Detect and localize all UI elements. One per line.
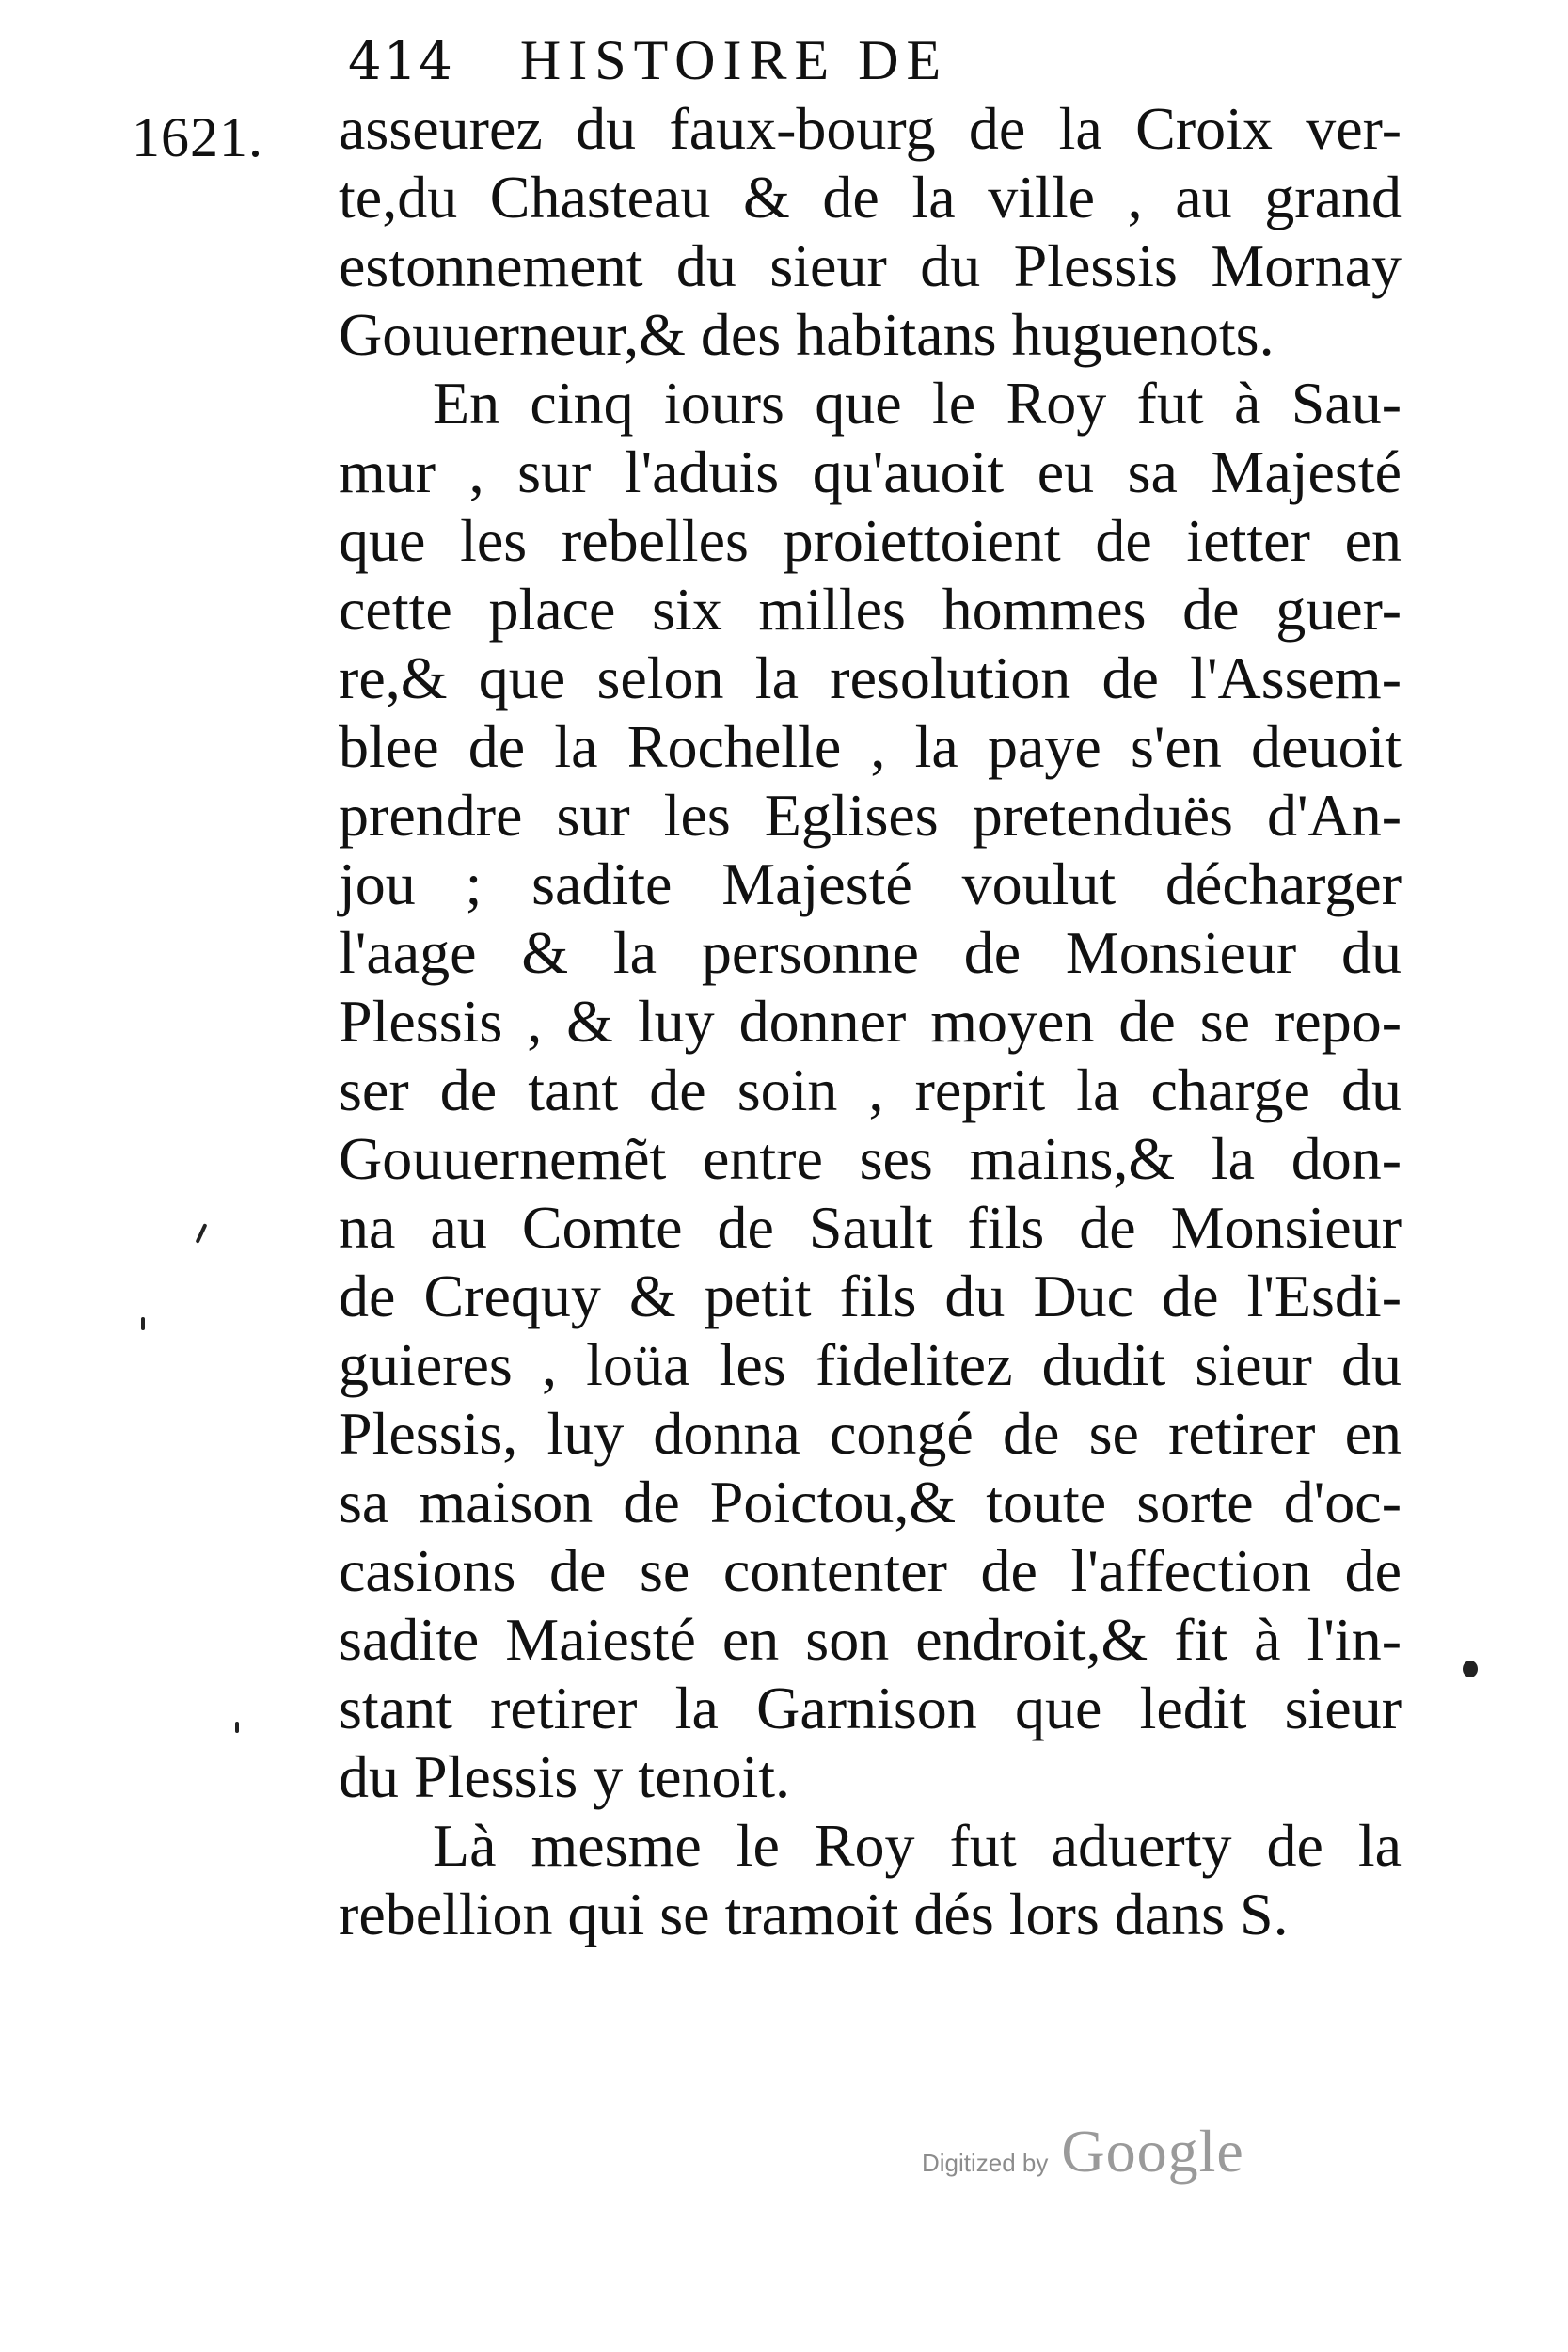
text-line: de Crequy & petit fils du Duc de l'Esdi- bbox=[339, 1263, 1402, 1329]
text-line: que les rebelles proiettoient de ietter en bbox=[339, 507, 1402, 574]
scan-speck bbox=[141, 1317, 145, 1330]
text-line: ser de tant de soin , reprit la charge du bbox=[339, 1057, 1402, 1123]
text-line: jou ; sadite Majesté voulut décharger bbox=[339, 850, 1402, 917]
scan-speck bbox=[196, 1223, 208, 1244]
text-line: prendre sur les Eglises pretenduës d'An- bbox=[339, 782, 1402, 849]
text-line: En cinq iours que le Roy fut à Sau- bbox=[433, 370, 1402, 437]
text-line: Gouuernemẽt entre ses mains,& la don- bbox=[339, 1125, 1402, 1192]
running-header bbox=[348, 28, 1195, 94]
text-line: na au Comte de Sault fils de Monsieur bbox=[339, 1194, 1402, 1261]
text-line: blee de la Rochelle , la paye s'en deuoit bbox=[339, 713, 1402, 780]
scan-speck bbox=[1463, 1661, 1478, 1677]
text-line: stant retirer la Garnison que ledit sieur bbox=[339, 1675, 1402, 1741]
text-line: mur , sur l'aduis qu'auoit eu sa Majesté bbox=[339, 438, 1402, 505]
text-line: re,& que selon la resolution de l'Assem- bbox=[339, 644, 1402, 711]
google-logo: Google bbox=[1061, 2118, 1244, 2185]
text-line: guieres , loüa les fidelitez dudit sieur du bbox=[339, 1331, 1402, 1398]
text-line: du Plessis y tenoit. bbox=[339, 1743, 791, 1810]
text-line: Là mesme le Roy fut aduerty de la bbox=[433, 1812, 1402, 1879]
text-line: l'aage & la personne de Monsieur du bbox=[339, 919, 1402, 986]
text-line: rebellion qui se tramoit dés lors dans S. bbox=[339, 1881, 1289, 1947]
paragraph bbox=[339, 1811, 1402, 1948]
text-line: casions de se contenter de l'affection de bbox=[339, 1537, 1402, 1604]
text-line: Plessis, luy donna congé de se retirer en bbox=[339, 1400, 1402, 1467]
text-line: asseurez du faux-bourg de la Croix ver- bbox=[339, 95, 1402, 162]
margin-year-note: 1621. bbox=[132, 106, 263, 168]
text-line: te,du Chasteau & de la ville , au grand bbox=[339, 164, 1402, 230]
body-text bbox=[339, 94, 1402, 1948]
page-number: 414 bbox=[348, 31, 454, 92]
paragraph bbox=[339, 94, 1402, 369]
text-line: sa maison de Poictou,& toute sorte d'oc- bbox=[339, 1469, 1402, 1535]
watermark-prefix: Digitized by bbox=[922, 2149, 1049, 2177]
text-line: cette place six milles hommes de guer- bbox=[339, 576, 1402, 643]
running-title: HISTOIRE DE bbox=[519, 29, 949, 91]
scan-speck bbox=[235, 1722, 239, 1733]
text-line: sadite Maiesté en son endroit,& fit à l'in- bbox=[339, 1606, 1402, 1673]
text-line: Plessis , & luy donner moyen de se repo- bbox=[339, 988, 1402, 1055]
text-line: estonnement du sieur du Plessis Mornay bbox=[339, 232, 1402, 299]
digitization-watermark bbox=[922, 2117, 1244, 2186]
text-line: Gouuerneur,& des habitans huguenots. bbox=[339, 301, 1275, 368]
paragraph bbox=[339, 369, 1402, 1811]
